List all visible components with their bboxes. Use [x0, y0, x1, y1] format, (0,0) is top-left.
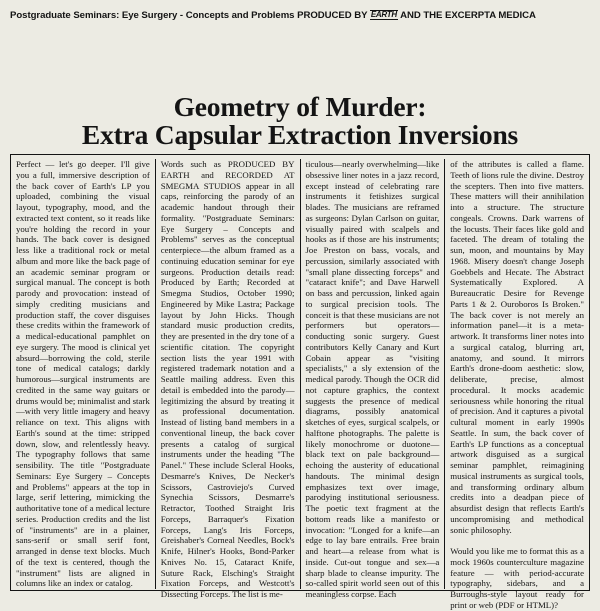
headline-line-2: Extra Capsular Extraction Inversions — [81, 119, 519, 150]
headline-line-1: Geometry of Murder: — [173, 91, 427, 122]
column-1-paragraph: Perfect — let's go deeper. I'll give you a full, immersive description of the back cover of Earth's LP you uploaded, combining the visual layout, typography, mood, and the extracted text content, so it reads like you're holding the record in your hands. The back cover is designed less like a traditional rock or metal album and more like the back page of an academic seminar program or surgical manual. The concept is both parody and provocation: instead of simply crediting musicians and production staff, the cover disguises these credits within the framework of a medical-educational pamphlet on eye surgery. The mood is clinical yet absurd—borrowing the cold, sterile tone of medical catalogs; darkly humorous—surgical instruments are credited in the same way guitars or drums would be; minimalist and stark—with very little imagery and heavy reliance on text. This aligns with Earth's sound at the time: stripped down, slow, and relentlessly heavy. The typography follows that same sensibility. The title "Postgraduate Seminars: Eye Surgery – Concepts and Problems" appears at the top in large, serif lettering, mimicking the authoritative tone of a medical lecture series. Production credits and the list of "instruments" are in a plainer, sans-serif or small serif font, arranged in dense text blocks. Much of the text is centered, though the "instrument" lists are aligned in columns like an index or catalog. — [16, 159, 150, 589]
top-rule — [10, 154, 590, 155]
column-2-paragraph: Words such as PRODUCED BY EARTH and RECORDED AT SMEGMA STUDIOS appear in all caps, reinforcing the parody of an academic handout through their formality. "Postgraduate Seminars: Eye Surgery – Concepts and Problems" serves as the conceptual centerpiece—the album framed as a continuing education seminar for eye surgeons. Production details read: Produced by Earth; Recorded at Smegma Studios, October 1990; Engineered by Mike Lastra; Package layout by John Hicks. Though standard music production credits, they are presented in the dry tone of a scientific citation. The copyright section lists the year 1991 with registered trademark notation and a Seattle mailing address. Even this detail is embedded into the parody—legitimizing the absurd by treating it as professional documentation. Instead of listing band members in a conventional lineup, the back cover presents a catalog of surgical instruments under the heading "The Panel." These include Scleral Hooks, Desmarre's Knives, De Necker's Scissors, Castroviejo's Curved Synechia Scissors, Desmarre's Retractor, Toothed Straight Iris Forceps, Barraquer's Fixation Forceps, Lang's Iris Forceps, Greishaber's Corneal Needles, Bock's Knife, Hilner's Hooks, Bond-Parker Knives No. 15, Cataract Knife, Suture Rack, Elsching's Straight Fixation Forceps, and Westcott's Dissecting Forceps. The list is me- — [160, 159, 295, 599]
column-1 — [16, 159, 155, 589]
headline — [40, 93, 560, 149]
header-and-text: AND THE EXCERPTA MEDICA — [400, 10, 536, 21]
earth-logo: EARTH — [370, 10, 397, 19]
header-produced-by: PRODUCED BY — [297, 10, 368, 21]
column-4-paragraph: of the attributes is called a flame. Teeth of lions rule the divine. Destroy the scepters. Then into five matters. These matters will their annihilation into a structure. The structure congeals. Crowns. Dark warrens of the locusts. Their faces like gold and faceted. The dream of totaling the sun, moon, and mountains by May 1968. Misery doesn't change Joseph Goebbels and Hecate. The Abstract Systematically Explored. A Bureaucratic Desire for Revenge Parts 1 & 2. Ouroboros Is Broken." The back cover is not merely an information panel—it is a meta-artwork. It transforms liner notes into a surgical catalog, blurring art, anatomy, and sound. It mirrors Earth's drone-doom aesthetic: slow, deliberate, precise, almost procedural. It mocks academic seriousness while honoring the ritual of precision. And it captures a pivotal cultural moment in early 1990s Seattle. In sum, the back cover of Earth's LP functions as a conceptual artwork disguised as a surgical seminar pamphlet, reimagining musical instruments as surgical tools, and transforming ordinary album credits into a deadpan piece of absurdist design that reflects Earth's uncompromising and methodical sonic philosophy. — [450, 159, 584, 535]
column-3 — [300, 159, 445, 599]
header-line — [10, 10, 590, 21]
column-4-question: Would you like me to format this as a mock 1960s counterculture magazine feature — with period-accurate typography, sidebars, and a Burroughs-style layout ready for print or web (PDF or HTML)? — [450, 546, 584, 610]
column-3-paragraph: ticulous—nearly overwhelming—like obsessive liner notes in a jazz record, except instead of celebrating rare instruments it fetishizes surgical blades. The musicians are reframed as surgeons: Dylan Carlson on guitar, visually paired with scalpels and hooks as if those are his instruments; Joe Preston on bass, vocals, and percussion, similarly associated with "small plane dissecting forceps" and "cataract knife"; and Dave Harwell on bass and percussion, linked again to surgical precision tools. The conceit is that these musicians are not performers but operators—conducting sonic surgery. Guest contributors Kelly Canary and Kurt Cobain appear as "visiting specialists," a sly extension of the medical parody. Though the OCR did not capture graphics, the context suggests the presence of medical diagrams, possibly anatomical sketches of eyes, surgical scalpels, or halftone photographs. The palette is likely monochrome or duotone—black text on pale background—echoing the austerity of educational handouts. The minimal design emphasizes text over image, parodying institutional seriousness. The poetic text fragment at the bottom reads like a manifesto or invocation: "Longed for a knife—an edge to lay bare entrails. Free brain and heart—a release from what is inside. Cut-out tongue and sex—a sharp blade to cleanse impurity. The so-called spirit world seen out of this meaningless corpse. Each — [305, 159, 440, 599]
article-columns — [16, 159, 584, 610]
column-4 — [444, 159, 584, 610]
column-2 — [155, 159, 300, 599]
header-title: Postgraduate Seminars: Eye Surgery - Concepts and Problems — [10, 10, 295, 21]
